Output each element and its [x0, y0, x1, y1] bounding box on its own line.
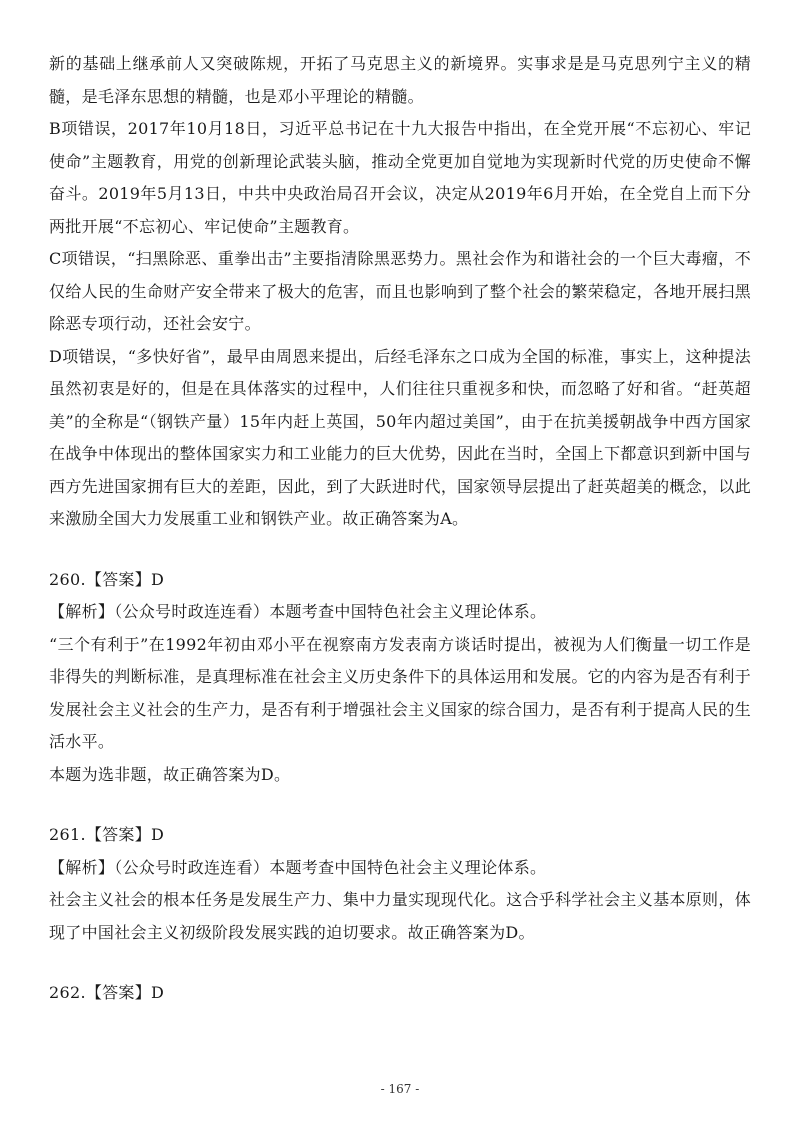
paragraph-continuation: 新的基础上继承前人又突破陈规，开拓了马克思主义的新境界。实事求是是马克思列宁主义的精髓，是毛泽东思想的精髓，也是邓小平理论的精髓。	[49, 54, 751, 106]
q262-answer: 262.【答案】D	[49, 983, 165, 1002]
paragraph-option-c: C项错误，“扫黑除恶、重拳出击”主要指清除黑恶势力。黑社会作为和谐社会的一个巨大毒瘤，不仅给人民的生命财产安全带来了极大的危害，而且也影响到了整个社会的繁荣稳定，各地开展扫黑除恶专项行动，还社会安宁。	[49, 249, 751, 333]
q260-answer: 260.【答案】D	[49, 569, 165, 589]
q261-analysis: 【解析】（公众号时政连连看）本题考查中国特色社会主义理论体系。	[49, 857, 547, 877]
q260-conclusion: 本题为选非题，故正确答案为D。	[49, 764, 291, 784]
q260-analysis: 【解析】（公众号时政连连看）本题考查中国特色社会主义理论体系。	[49, 602, 547, 621]
spacer	[49, 536, 751, 564]
q260-body: “三个有利于”在1992年初由邓小平在视察南方发表南方谈话时提出，被视为人们衡量一切工作是非得失的判断标准，是真理标准在社会主义历史条件下的具体运用和发展。它的内容为是否有利于发展社会主义社会的生产力，是否有利于增强社会主义国家的综合国力，是否有利于提高人民的生活水平。	[49, 634, 751, 751]
paragraph-option-d: D项错误，“多快好省”，最早由周恩来提出，后经毛泽东之口成为全国的标准，事实上，这种提法虽然初衷是好的，但是在具体落实的过程中，人们往往只重视多和快，而忽略了好和省。“赶英超美”的全称是“（钢铁产量）15年内赶上英国，50年内超过美国”，由于在抗美援朝战争中西方国家在战争中体现出的整体国家实力和工业能力的巨大优势，因此在当时，全国上下都意识到新中国与西方先进国家拥有巨大的差距，因此，到了大跃进时代，国家领导层提出了赶英超美的概念，以此来激励全国大力发展重工业和钢铁产业。故正确答案为A。	[49, 346, 751, 528]
paragraph-option-b: B项错误，2017年10月18日，习近平总书记在十九大报告中指出，在全党开展“不忘初心、牢记使命”主题教育，用党的创新理论武装头脑，推动全党更加自觉地为实现新时代党的历史使命不懈奋斗。2019年5月13日，中共中央政治局召开会议，决定从2019年6月开始，在全党自上而下分两批开展“不忘初心、牢记使命”主题教育。	[49, 119, 751, 236]
page-number: - 167 -	[380, 1082, 420, 1096]
spacer	[49, 949, 751, 977]
spacer	[49, 791, 751, 819]
q261-answer: 261.【答案】D	[49, 825, 165, 844]
document-body	[49, 48, 751, 1010]
q261-body: 社会主义社会的根本任务是发展生产力、集中力量实现现代化。这合乎科学社会主义基本原则，体现了中国社会主义初级阶段发展实践的迫切要求。故正确答案为D。	[49, 890, 751, 942]
